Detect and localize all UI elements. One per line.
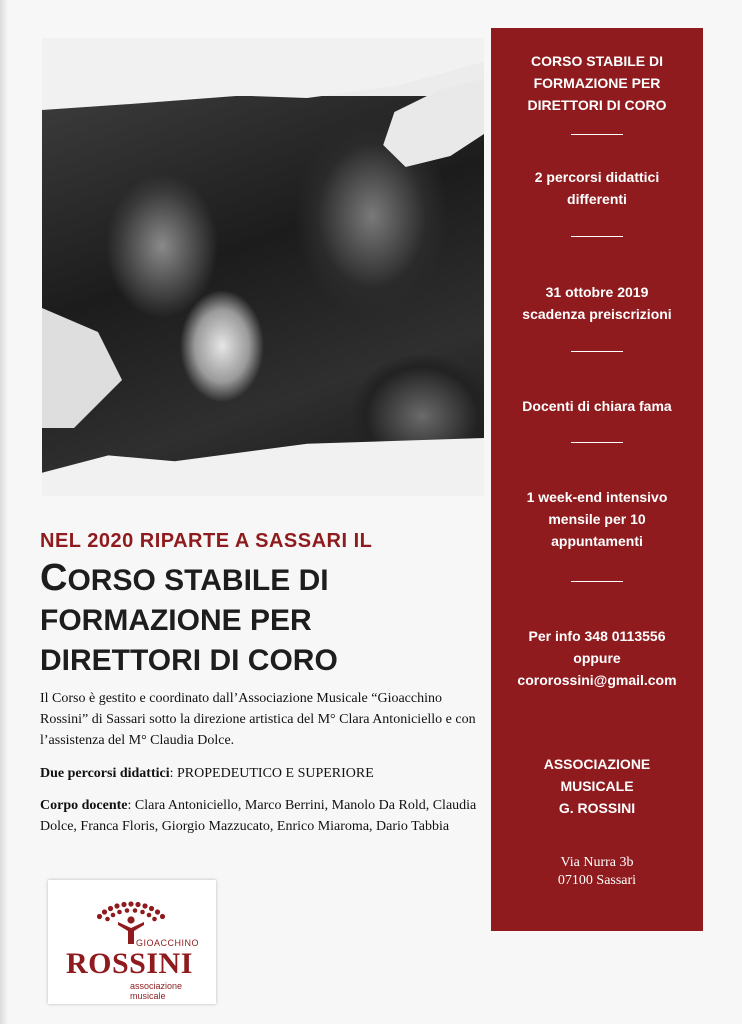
rossini-logo: [48, 880, 216, 1004]
sp-contact-info: [491, 625, 703, 691]
sp-paths-line: 2 percorsi didattici: [534, 169, 660, 185]
sp-association-line: ASSOCIAZIONE: [543, 756, 651, 772]
divider: [571, 442, 623, 443]
paths-value: : PROPEDEUTICO E SUPERIORE: [169, 766, 374, 781]
sp-address-city: 07100 Sassari: [557, 873, 637, 888]
sp-weekend: [491, 486, 703, 552]
hero-photo: [42, 38, 484, 496]
sp-weekend-line: 1 week-end intensivo: [526, 489, 668, 505]
divider: [571, 236, 623, 237]
description: Il Corso è gestito e coordinato dall’Associazione Musicale “Gioacchino Rossini” di Sassari sotto la direzione artistica del M° Clara Antoniciello e con l’assistenza del M° Claudia Dolce.: [40, 691, 476, 748]
faculty-label: Corpo docente: [40, 798, 128, 813]
sp-paths: [491, 166, 703, 210]
logo-top-text: GIOACCHINO: [136, 938, 200, 948]
logo-sub-text: associazione musicale: [130, 981, 183, 1001]
title-line-1-rest: ORSO STABILE DI: [67, 564, 329, 597]
title-line-2: FORMAZIONE PER: [40, 604, 312, 637]
sp-course-title-line: CORSO STABILE DI: [531, 53, 663, 69]
sp-teachers-text: Docenti di chiara fama: [522, 398, 672, 414]
title-line-3: DIRETTORI DI CORO: [40, 644, 338, 677]
sp-address-street: Via Nurra 3b: [560, 855, 634, 870]
sp-phone: Per info 348 0113556: [528, 628, 666, 644]
faculty-value: : Clara Antoniciello, Marco Berrini, Manolo Da Rold, Claudia Dolce, Franca Floris, Giorgio Mazzucato, Enrico Miaroma, Dario Tabbia: [40, 798, 477, 834]
sp-deadline-date: 31 ottobre 2019: [545, 284, 649, 300]
sp-paths-line: differenti: [567, 191, 627, 207]
sp-oppure: oppure: [573, 650, 621, 666]
divider: [571, 581, 623, 582]
title-line-1: [40, 558, 480, 601]
sp-course-title-line: DIRETTORI DI CORO: [527, 97, 667, 113]
paths-label: Due percorsi didattici: [40, 766, 170, 781]
sp-course-title: [491, 50, 703, 116]
sp-deadline-label: scadenza preiscrizioni: [522, 306, 672, 322]
sp-email-link[interactable]: cororossini@gmail.com: [517, 672, 677, 688]
logo-main-text: ROSSINI: [66, 947, 193, 980]
sp-deadline: [491, 281, 703, 325]
sp-association-line: G. ROSSINI: [558, 800, 636, 816]
sp-association: [491, 753, 703, 819]
faculty-paragraph: [40, 795, 480, 837]
divider: [571, 351, 623, 352]
title-initial: C: [40, 557, 68, 599]
sp-course-title-line: FORMAZIONE PER: [533, 75, 661, 91]
paths-line: [40, 763, 480, 784]
headline: NEL 2020 RIPARTE A SASSARI IL: [40, 530, 373, 552]
sp-association-line: MUSICALE: [560, 778, 634, 794]
page-title: [40, 558, 480, 681]
sp-weekend-line: appuntamenti: [551, 533, 643, 549]
sp-address: [491, 854, 703, 890]
divider: [571, 134, 623, 135]
sp-teachers: [491, 395, 703, 417]
sp-weekend-line: mensile per 10: [548, 511, 646, 527]
info-side-panel: [491, 28, 703, 931]
